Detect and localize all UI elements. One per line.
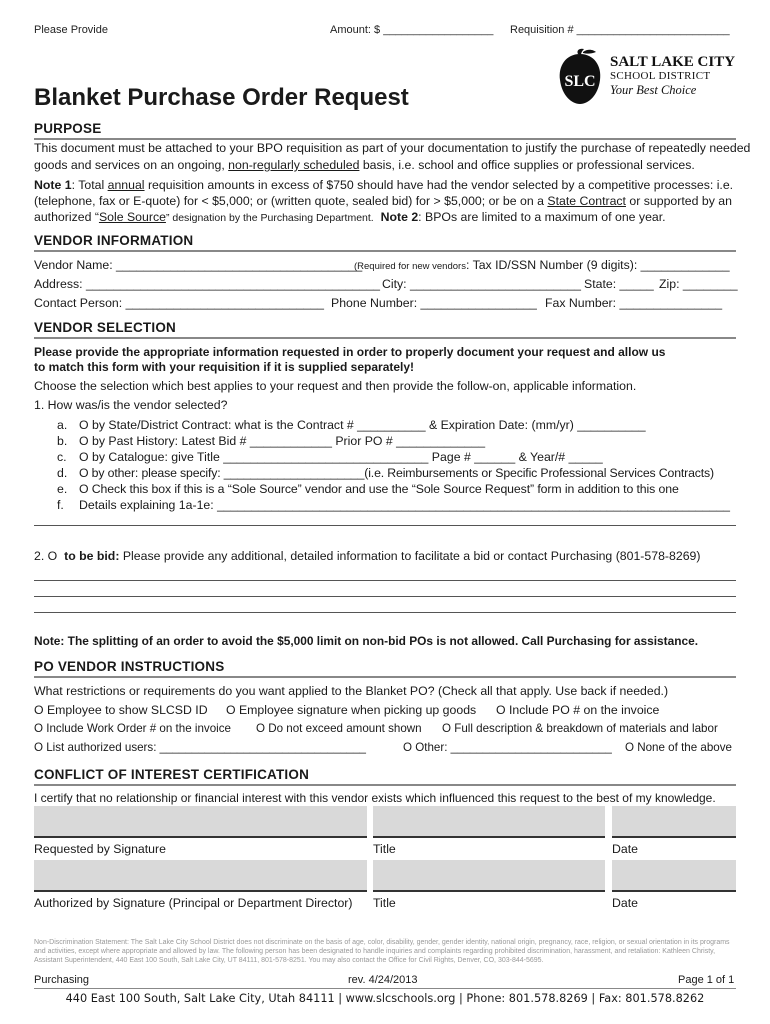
fax-number-field[interactable]: Fax Number: _______________ (545, 296, 723, 310)
option-c-catalogue[interactable]: O by Catalogue: give Title ______________________________ Page # ______ & Year/# _____ (79, 450, 603, 464)
logo-line1: SALT LAKE CITY (610, 54, 736, 70)
authorized-signature-box[interactable] (34, 860, 367, 892)
option-b-label: b. (57, 434, 68, 448)
question-1: 1. How was/is the vendor selected? (34, 398, 228, 412)
contact-person-field[interactable]: Contact Person: _____________________________ (34, 296, 324, 310)
option-b-past-history[interactable]: O by Past History: Latest Bid # ____________ Prior PO # _____________ (79, 434, 486, 448)
selection-choose-text: Choose the selection which best applies to your request and then provide the follow-on, applicable information. (34, 379, 637, 393)
option-c-label: c. (57, 450, 67, 464)
opt-authorized-users[interactable]: O List authorized users: ________________________________ (34, 741, 366, 754)
authorized-title-label: Title (373, 896, 396, 910)
state-field[interactable]: State: _____ (584, 277, 654, 291)
nondiscrimination-statement: Non-Discrimination Statement: The Salt Lake City School District does not discriminate on the basis of age, color, disability, gender, gender identity, national origin, pregnancy, race, religion, or sexual orientation in its programs and activities, except where appropriate and allowed by law. The following person has been designated to handle inquiries and complaints regarding prohibited discrimination, harassment, and retaliation: Kathleen Christy, Assistant Superintendent, 440 East 100 South, Salt Lake City, UT 84111, 801-578-8251. You may also contact the Office for Civil Rights, Denver, CO, 303-844-5695. (34, 939, 730, 964)
tax-id-field[interactable]: (Required for new vendors: Tax ID/SSN Number (9 digits): _____________ (354, 258, 730, 272)
po-vendor-heading: PO VENDOR INSTRUCTIONS (34, 659, 225, 674)
logo-line2: SCHOOL DISTRICT (610, 70, 711, 82)
opt-include-po[interactable]: O Include PO # on the invoice (496, 703, 660, 717)
district-logo (556, 48, 746, 108)
footer-address: 440 East 100 South, Salt Lake City, Utah 84111 | www.slcschools.org | Phone: 801.578.8269 | Fax: 801.578.8262 (65, 992, 705, 1005)
slc-logo-icon (556, 48, 604, 106)
option-a-state-contract[interactable]: O by State/District Contract: what is the Contract # __________ & Expiration Date: (mm/yr) __________ (79, 418, 646, 432)
option-d-other[interactable]: O by other: please specify: _____________________(i.e. Reimbursements or Specific Professional Services Contracts) (79, 466, 714, 480)
footer-revision: rev. 4/24/2013 (348, 974, 418, 986)
option-f-details[interactable]: Details explaining 1a-1e: ___________________________________________________________________________ (79, 498, 731, 512)
opt-do-not-exceed[interactable]: O Do not exceed amount shown (256, 722, 422, 735)
conflict-rule (34, 784, 736, 786)
requisition-field[interactable]: Requisition # _________________________ (510, 24, 730, 36)
opt-include-work-order[interactable]: O Include Work Order # on the invoice (34, 722, 231, 735)
split-order-note: Note: The splitting of an order to avoid the $5,000 limit on non-bid POs is not allowed. Call Purchasing for assistance. (34, 634, 698, 648)
selection-instruction-2: to match this form with your requisition if it is supplied separately! (34, 360, 415, 374)
requested-signature-box[interactable] (34, 806, 367, 838)
option-a-label: a. (57, 418, 68, 432)
option-d-label: d. (57, 466, 68, 480)
note1-line1: Note 1: Total annual requisition amounts in excess of $750 should have had the vendor selected by a competitive processes: i.e. (34, 178, 734, 192)
option-e-label: e. (57, 482, 68, 496)
footer-rule (34, 988, 736, 989)
footer-department: Purchasing (34, 974, 90, 986)
footer-page-number: Page 1 of 1 (678, 974, 735, 986)
vendor-selection-rule (34, 337, 736, 339)
amount-field[interactable]: Amount: $ __________________ (330, 24, 494, 36)
logo-line3: Your Best Choice (610, 83, 697, 97)
option-f-label: f. (57, 498, 64, 512)
note1-line2: (telephone, fax or E-quote) for < $5,000; or (written quote, sealed bid) for > $5,000; or be on a State Contract or supported by an (34, 194, 732, 208)
requested-signature-label: Requested by Signature (34, 842, 166, 856)
requested-date-label: Date (612, 842, 638, 856)
note1-line3: authorized “Sole Source” designation by the Purchasing Department. Note 2: BPOs are limited to a maximum of one year. (34, 210, 666, 224)
purpose-heading: PURPOSE (34, 121, 102, 136)
po-vendor-question: What restrictions or requirements do you want applied to the Blanket PO? (Check all that apply. Use back if needed.) (34, 684, 669, 698)
authorized-signature-label: Authorized by Signature (Principal or Department Director) (34, 896, 353, 910)
bid-info-line-3[interactable] (34, 612, 736, 613)
authorized-date-box[interactable] (612, 860, 736, 892)
question-2[interactable]: 2. O to be bid: Please provide any additional, detailed information to facilitate a bid or contact Purchasing (801-578-8269) (34, 549, 701, 563)
address-field[interactable]: Address: ___________________________________________ (34, 277, 381, 291)
purpose-p1b: goods and services on an ongoing, non-regularly scheduled basis, i.e. school and office supplies or professional services. (34, 158, 695, 172)
zip-field[interactable]: Zip: ________ (659, 277, 738, 291)
vendor-name-field[interactable]: Vendor Name: ____________________________________ (34, 258, 363, 272)
purpose-rule (34, 138, 736, 140)
requested-title-label: Title (373, 842, 396, 856)
vendor-info-heading: VENDOR INFORMATION (34, 233, 194, 248)
authorized-title-box[interactable] (373, 860, 605, 892)
opt-other[interactable]: O Other: _________________________ (403, 741, 612, 754)
opt-employee-id[interactable]: O Employee to show SLCSD ID (34, 703, 208, 717)
city-field[interactable]: City: _________________________ (382, 277, 581, 291)
bid-info-line-2[interactable] (34, 596, 736, 597)
option-e-sole-source[interactable]: O Check this box if this is a “Sole Source” vendor and use the “Sole Source Request” form in addition to this one (79, 482, 679, 496)
svg-text:SLC: SLC (564, 73, 596, 90)
vendor-info-rule (34, 250, 736, 252)
bid-info-line-1[interactable] (34, 580, 736, 581)
requested-title-box[interactable] (373, 806, 605, 838)
requested-date-box[interactable] (612, 806, 736, 838)
opt-employee-signature[interactable]: O Employee signature when picking up goods (226, 703, 477, 717)
page-title: Blanket Purchase Order Request (34, 84, 409, 111)
details-line-1[interactable] (34, 525, 736, 526)
opt-none[interactable]: O None of the above (625, 741, 732, 754)
please-provide-label: Please Provide (34, 24, 108, 36)
po-vendor-rule (34, 676, 736, 678)
authorized-date-label: Date (612, 896, 638, 910)
selection-instruction-1: Please provide the appropriate information requested in order to properly document your request and allow us (34, 345, 666, 359)
opt-full-description[interactable]: O Full description & breakdown of materials and labor (442, 722, 718, 735)
conflict-heading: CONFLICT OF INTEREST CERTIFICATION (34, 767, 310, 782)
phone-number-field[interactable]: Phone Number: _________________ (331, 296, 537, 310)
purpose-p1a: This document must be attached to your BPO requisition as part of your documentation to justify the purchase of repeatedly needed (34, 141, 751, 155)
conflict-statement: I certify that no relationship or financial interest with this vendor exists which influenced this request to the best of my knowledge. (34, 791, 716, 805)
vendor-selection-heading: VENDOR SELECTION (34, 320, 176, 335)
